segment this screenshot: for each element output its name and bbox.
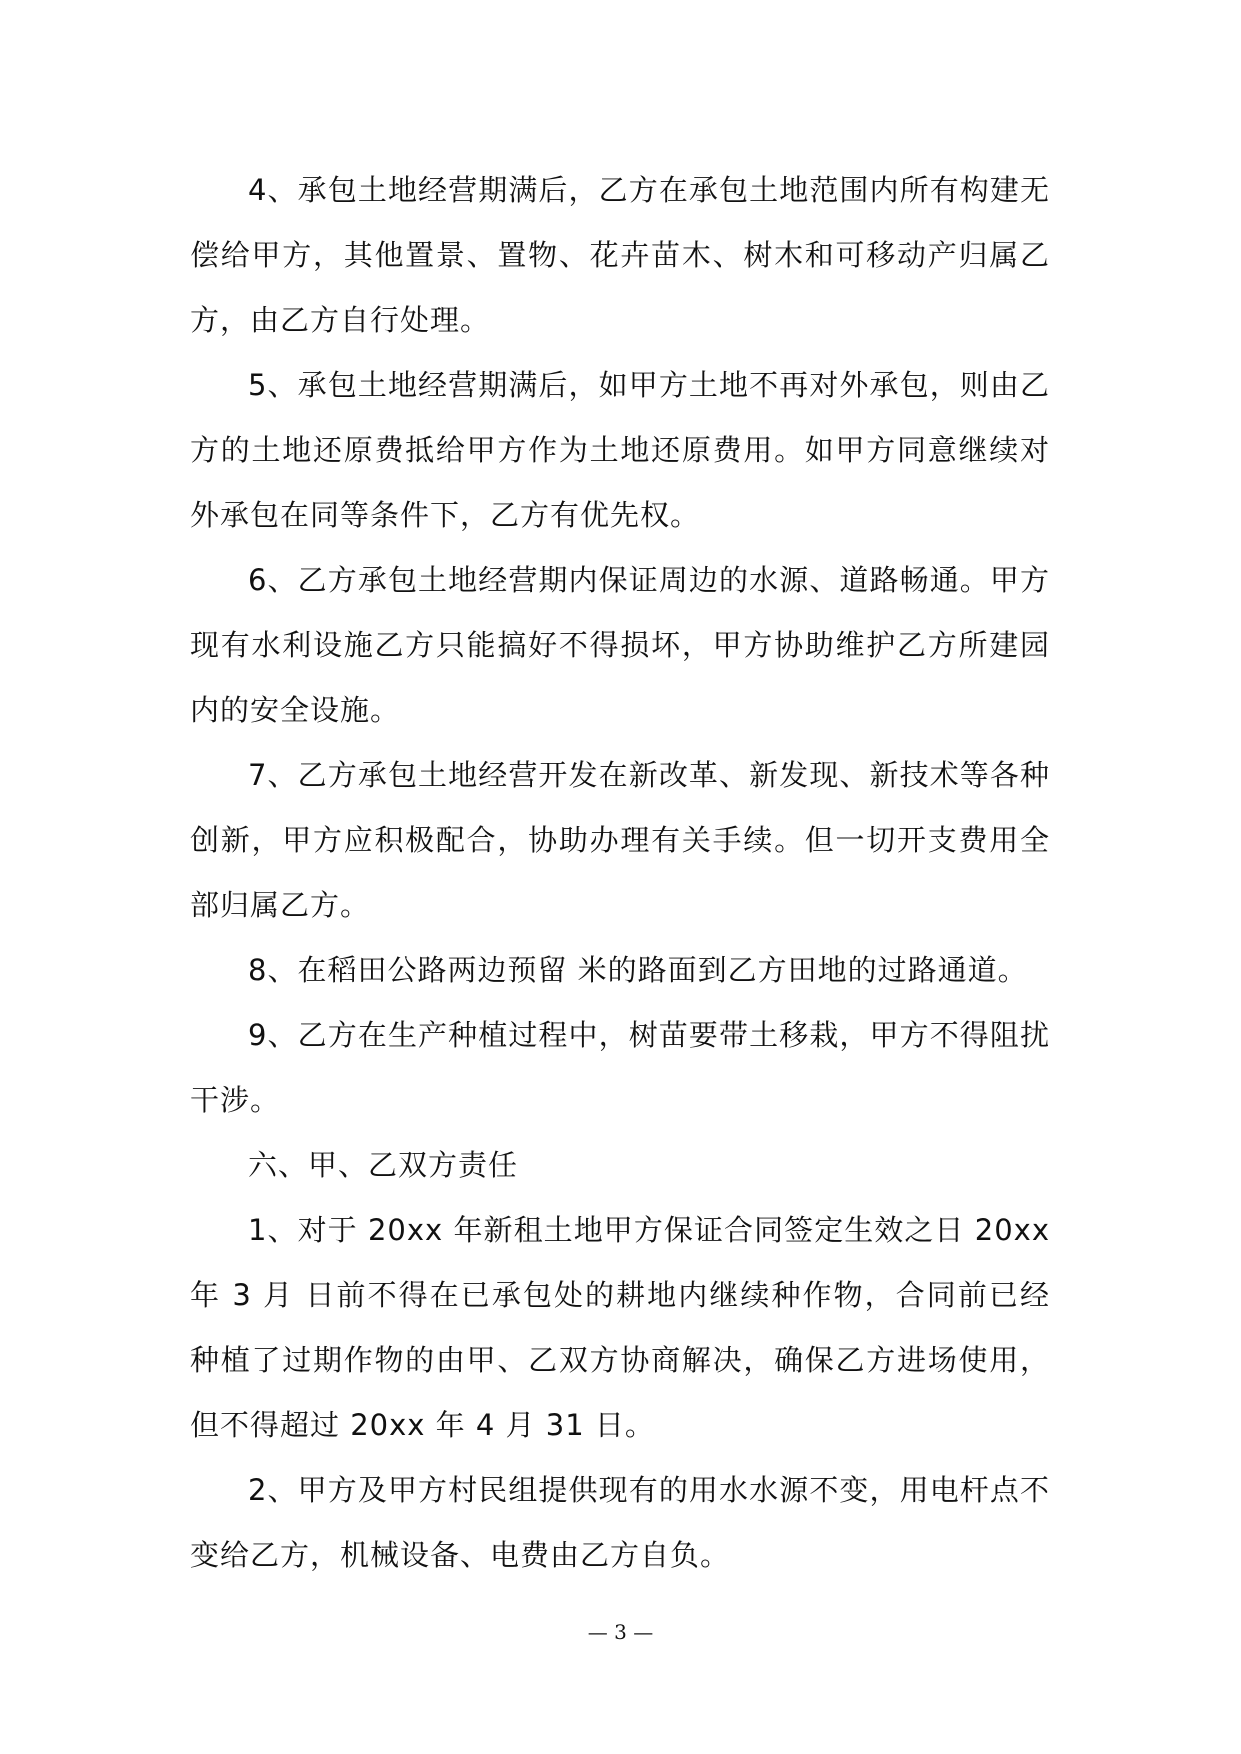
clause-7: 7、乙方承包土地经营开发在新改革、新发现、新技术等各种创新，甲方应积极配合，协助办理有关手续。但一切开支费用全部归属乙方。 xyxy=(190,758,1050,922)
section-heading: 六、甲、乙双方责任 xyxy=(248,1148,519,1182)
clause-4: 4、承包土地经营期满后，乙方在承包土地范围内所有构建无偿给甲方，其他置景、置物、花卉苗木、树木和可移动产归属乙方，由乙方自行处理。 xyxy=(190,173,1050,337)
responsibility-clause-1: 1、对于 20xx 年新租土地甲方保证合同签定生效之日 20xx 年 3 月 日前不得在已承包处的耕地内继续种作物，合同前已经种植了过期作物的由甲、乙双方协商解决，确保乙方进场使用，但不得超过 20xx 年 4 月 31 日。 xyxy=(190,1213,1050,1442)
clause-5: 5、承包土地经营期满后，如甲方土地不再对外承包，则由乙方的土地还原费抵给甲方作为土地还原费用。如甲方同意继续对外承包在同等条件下，乙方有优先权。 xyxy=(190,368,1050,532)
clause-9: 9、乙方在生产种植过程中，树苗要带土移栽，甲方不得阻扰干涉。 xyxy=(190,1018,1050,1117)
responsibility-clause-2: 2、甲方及甲方村民组提供现有的用水水源不变，用电杆点不变给乙方，机械设备、电费由乙方自负。 xyxy=(190,1473,1050,1572)
page-number: — 3 — xyxy=(587,1620,654,1644)
clause-8: 8、在稻田公路两边预留 米的路面到乙方田地的过路通道。 xyxy=(248,953,1028,987)
clause-6: 6、乙方承包土地经营期内保证周边的水源、道路畅通。甲方现有水利设施乙方只能搞好不得损坏，甲方协助维护乙方所建园内的安全设施。 xyxy=(190,563,1050,727)
document-body xyxy=(190,158,1050,1588)
